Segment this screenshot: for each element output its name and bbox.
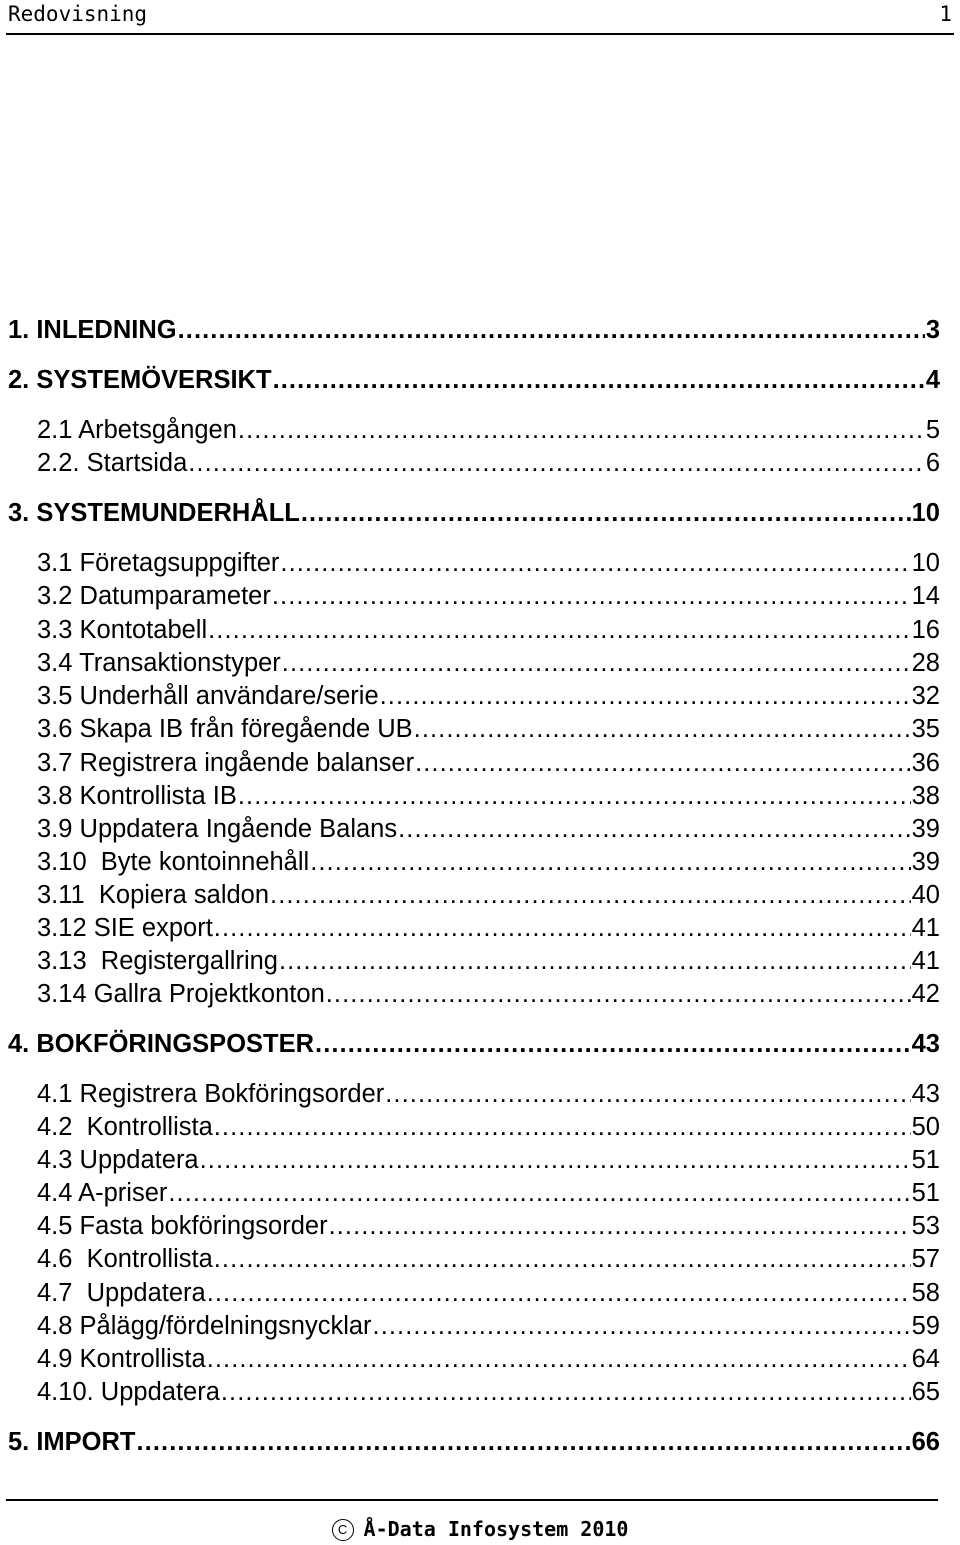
toc-section-entry[interactable]: [8, 547, 940, 579]
toc-dot-leader: [272, 580, 911, 612]
toc-section-entry[interactable]: [8, 846, 940, 878]
document-title: Redovisning: [8, 2, 148, 26]
toc-entry-page: 39: [911, 815, 940, 843]
toc-section-entry[interactable]: [8, 879, 940, 911]
toc-entry-page: 14: [911, 582, 940, 610]
toc-section-entry[interactable]: [8, 713, 940, 745]
toc-entry-title: 3.3 Kontotabell: [37, 616, 208, 644]
toc-entry-page: 65: [911, 1378, 940, 1406]
toc-entry-page: 28: [911, 649, 940, 677]
toc-entry-title: 3.11 Kopiera saldon: [37, 881, 270, 909]
toc-dot-leader: [238, 780, 911, 812]
toc-dot-leader: [280, 547, 910, 579]
toc-entry-title: 3.14 Gallra Projektkonton: [37, 980, 325, 1008]
toc-dot-leader: [385, 1078, 910, 1110]
copyright-icon: C: [332, 1519, 354, 1541]
toc-chapter-entry[interactable]: [8, 364, 940, 396]
toc-entry-title: 4.3 Uppdatera: [37, 1146, 199, 1174]
toc-entry-title: 4.9 Kontrollista: [37, 1345, 206, 1373]
toc-entry-page: 3: [925, 316, 940, 344]
toc-entry-page: 66: [911, 1428, 940, 1456]
toc-dot-leader: [282, 647, 911, 679]
toc-entry-title: 3.5 Underhåll användare/serie: [37, 682, 379, 710]
toc-entry-page: 41: [911, 947, 940, 975]
toc-dot-leader: [326, 978, 911, 1010]
toc-dot-leader: [279, 945, 911, 977]
toc-section-entry[interactable]: [8, 1210, 940, 1242]
toc-entry-title: 4.5 Fasta bokföringsorder: [37, 1212, 328, 1240]
toc-entry-page: 57: [911, 1245, 940, 1273]
toc-dot-leader: [208, 614, 910, 646]
toc-entry-title: 4.10. Uppdatera: [37, 1378, 220, 1406]
toc-entry-page: 5: [925, 416, 940, 444]
toc-chapter-entry[interactable]: [8, 497, 940, 529]
toc-entry-title: 4. BOKFÖRINGSPOSTER: [8, 1030, 315, 1058]
toc-chapter-entry[interactable]: [8, 314, 940, 346]
toc-section-entry[interactable]: [8, 1177, 940, 1209]
toc-entry-page: 59: [911, 1312, 940, 1340]
toc-entry-page: 40: [911, 881, 940, 909]
toc-entry-page: 41: [911, 914, 940, 942]
toc-entry-title: 3.4 Transaktionstyper: [37, 649, 281, 677]
toc-dot-leader: [315, 1028, 911, 1060]
toc-section-entry[interactable]: [8, 1144, 940, 1176]
toc-section-entry[interactable]: [8, 912, 940, 944]
toc-entry-title: 3.13 Registergallring: [37, 947, 278, 975]
toc-section-entry[interactable]: [8, 978, 940, 1010]
toc-entry-title: 4.8 Pålägg/fördelningsnycklar: [37, 1312, 372, 1340]
toc-section-entry[interactable]: [8, 680, 940, 712]
toc-dot-leader: [301, 497, 911, 529]
toc-section-entry[interactable]: [8, 1111, 940, 1143]
toc-section-entry[interactable]: [8, 945, 940, 977]
toc-entry-title: 3.8 Kontrollista IB: [37, 782, 237, 810]
toc-entry-title: 3.12 SIE export: [37, 914, 213, 942]
toc-entry-title: 4.1 Registrera Bokföringsorder: [37, 1080, 385, 1108]
toc-entry-page: 51: [911, 1146, 940, 1174]
toc-entry-title: 3.6 Skapa IB från föregående UB: [37, 715, 413, 743]
toc-entry-title: 2. SYSTEMÖVERSIKT: [8, 366, 272, 394]
toc-entry-title: 3.2 Datumparameter: [37, 582, 271, 610]
toc-dot-leader: [270, 879, 911, 911]
toc-entry-page: 51: [911, 1179, 940, 1207]
toc-entry-title: 2.2. Startsida: [37, 449, 188, 477]
toc-section-entry[interactable]: [8, 1078, 940, 1110]
toc-dot-leader: [188, 447, 925, 479]
toc-dot-leader: [238, 414, 925, 446]
toc-section-entry[interactable]: [8, 614, 940, 646]
toc-chapter-entry[interactable]: [8, 1426, 940, 1458]
toc-entry-page: 32: [911, 682, 940, 710]
toc-section-entry[interactable]: [8, 1310, 940, 1342]
toc-entry-page: 35: [911, 715, 940, 743]
toc-entry-title: 5. IMPORT: [8, 1428, 136, 1456]
footer-company-text: Å-Data Infosystem 2010: [363, 1517, 629, 1541]
toc-dot-leader: [137, 1426, 911, 1458]
toc-entry-title: 4.7 Uppdatera: [37, 1279, 206, 1307]
toc-dot-leader: [329, 1210, 911, 1242]
toc-dot-leader: [414, 713, 911, 745]
toc-section-entry[interactable]: [8, 1376, 940, 1408]
toc-dot-leader: [310, 846, 910, 878]
toc-section-entry[interactable]: [8, 747, 940, 779]
toc-entry-title: 4.6 Kontrollista: [37, 1245, 213, 1273]
toc-dot-leader: [207, 1343, 911, 1375]
toc-dot-leader: [168, 1177, 910, 1209]
toc-entry-page: 42: [911, 980, 940, 1008]
toc-entry-title: 3.10 Byte kontoinnehåll: [37, 848, 310, 876]
toc-entry-page: 6: [925, 449, 940, 477]
toc-entry-page: 58: [911, 1279, 940, 1307]
toc-entry-page: 53: [911, 1212, 940, 1240]
toc-dot-leader: [373, 1310, 911, 1342]
toc-entry-title: 3.7 Registrera ingående balanser: [37, 749, 415, 777]
toc-entry-page: 10: [911, 549, 940, 577]
toc-dot-leader: [415, 747, 911, 779]
toc-dot-leader: [178, 314, 925, 346]
toc-entry-page: 16: [911, 616, 940, 644]
toc-entry-page: 64: [911, 1345, 940, 1373]
page-number: 1: [939, 2, 952, 26]
toc-dot-leader: [214, 1243, 911, 1275]
toc-entry-title: 2.1 Arbetsgången: [37, 416, 237, 444]
toc-dot-leader: [221, 1376, 911, 1408]
toc-entry-title: 3.1 Företagsuppgifter: [37, 549, 280, 577]
toc-entry-page: 43: [911, 1080, 940, 1108]
toc-entry-page: 43: [911, 1030, 940, 1058]
toc-section-entry[interactable]: [8, 1343, 940, 1375]
footer: [0, 1517, 960, 1541]
toc-section-entry[interactable]: [8, 780, 940, 812]
toc-dot-leader: [273, 364, 925, 396]
toc-entry-page: 4: [925, 366, 940, 394]
toc-dot-leader: [207, 1277, 911, 1309]
toc-entry-page: 10: [911, 499, 940, 527]
toc-entry-title: 3.9 Uppdatera Ingående Balans: [37, 815, 398, 843]
toc-section-entry[interactable]: [8, 1243, 940, 1275]
toc-dot-leader: [398, 813, 911, 845]
toc-dot-leader: [380, 680, 911, 712]
toc-dot-leader: [214, 1111, 911, 1143]
toc-section-entry[interactable]: [8, 813, 940, 845]
toc-entry-title: 3. SYSTEMUNDERHÅLL: [8, 499, 300, 527]
toc-entry-page: 36: [911, 749, 940, 777]
toc-chapter-entry[interactable]: [8, 1028, 940, 1060]
toc-entry-title: 4.4 A-priser: [37, 1179, 168, 1207]
toc-entry-title: 1. INLEDNING: [8, 316, 177, 344]
toc-section-entry[interactable]: [8, 447, 940, 479]
toc-entry-page: 50: [911, 1113, 940, 1141]
page-header: [6, 0, 954, 35]
toc-section-entry[interactable]: [8, 414, 940, 446]
footer-divider: [6, 1499, 938, 1501]
toc-entry-page: 38: [911, 782, 940, 810]
toc-dot-leader: [214, 912, 911, 944]
toc-section-entry[interactable]: [8, 1277, 940, 1309]
toc-entry-title: 4.2 Kontrollista: [37, 1113, 213, 1141]
toc-section-entry[interactable]: [8, 580, 940, 612]
toc-section-entry[interactable]: [8, 647, 940, 679]
toc-entry-page: 39: [911, 848, 940, 876]
toc-dot-leader: [200, 1144, 911, 1176]
